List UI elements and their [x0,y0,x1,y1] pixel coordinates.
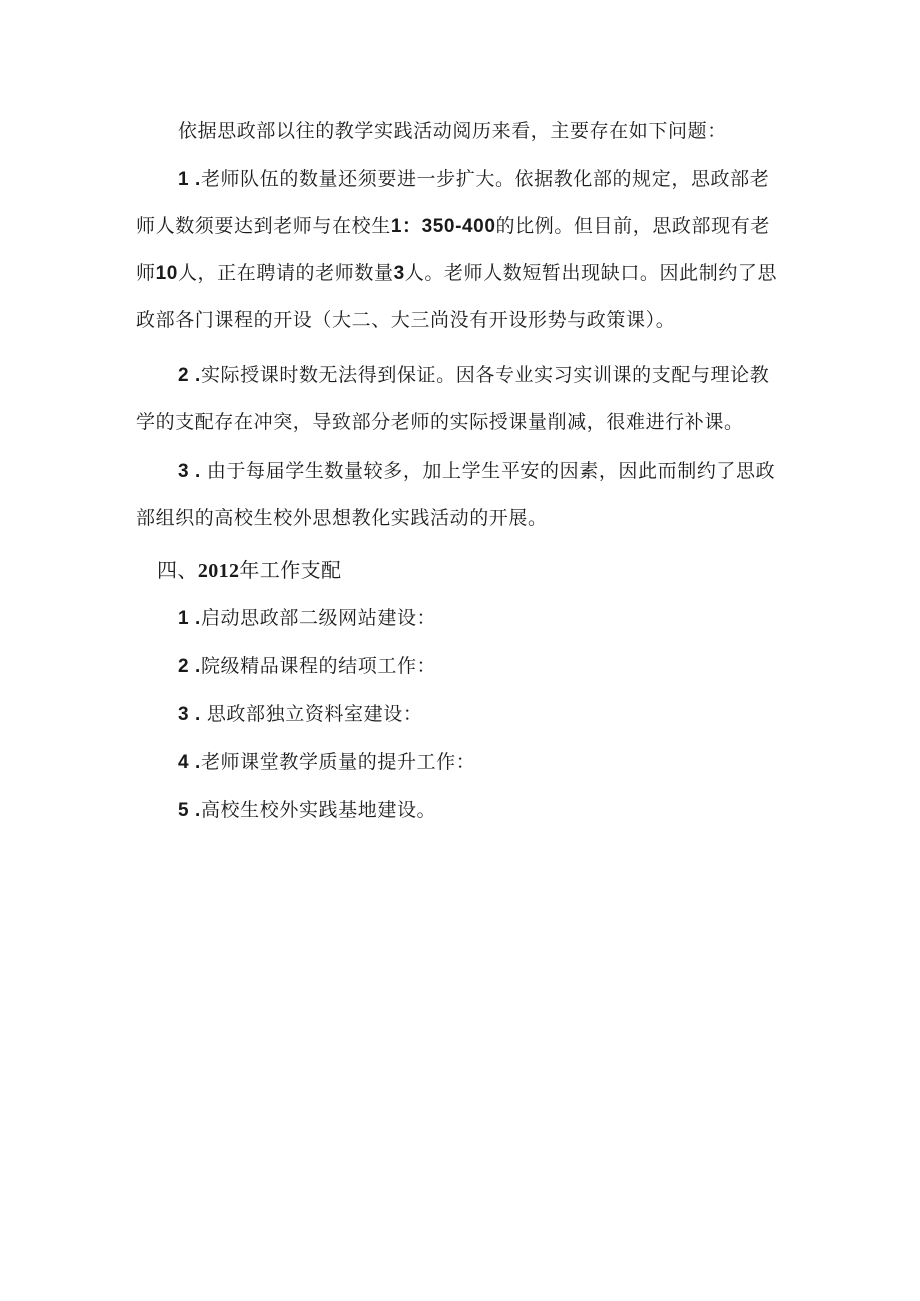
problem-3-number: 3 [178,461,190,482]
plan-4-number: 4 [178,752,190,773]
intro-paragraph [178,108,798,155]
problem-2-paragraph [136,352,786,446]
plan-3-separator: . [189,704,207,725]
problem-3-separator: . [189,461,207,482]
problem-3-text: 由于每届学生数量较多，加上学生平安的因素，因此而制约了思政部组织的高校生校外思想教化实践活动的开展。 [136,460,776,529]
problem-2-text: 实际授课时数无法得到保证。因各专业实习实训课的支配与理论教学的支配存在冲突，导致部分老师的实际授课量削减，很难进行补课。 [136,364,770,433]
plan-2-number: 2 [178,656,190,677]
section-4-year: 2012 [197,560,240,582]
problem-1-text-a: 老师队伍的数量还须要进一步扩大。依据教化部的规定，思政部老师人数须要达到老师与在校生 [136,168,770,237]
problem-1-number: 1 [178,169,190,190]
plan-3-number: 3 [178,704,190,725]
plan-5-separator: . [189,800,201,821]
plan-1-number: 1 [178,608,190,629]
problem-1-text-c: 人，正在聘请的老师数量 [177,262,394,284]
problem-1-paragraph [136,156,786,344]
problem-1-teacher-count: 10 [155,263,178,284]
plan-item-4 [178,747,475,774]
problem-2-separator: . [189,365,201,386]
problem-1-text-b: 的比例。但目前，思政部现有老师 [136,215,770,284]
problem-1-separator: . [189,169,201,190]
plan-2-text: 院级精品课程的结项工作： [200,655,437,677]
problem-3-paragraph [136,448,786,542]
section-4-prefix: 四、 [157,558,198,582]
section-4-title: 年工作支配 [239,558,342,582]
plan-item-3 [178,699,422,726]
plan-3-text: 思政部独立资料室建设： [206,703,423,725]
problem-1-ratio: 1：350-400 [390,216,496,237]
problem-2-number: 2 [178,365,190,386]
plan-item-1 [178,603,436,630]
plan-1-separator: . [189,608,201,629]
plan-5-text: 高校生校外实践基地建设。 [200,799,437,821]
problem-1-text-d: 人。老师人数短暂出现缺口。因此制约了思政部各门课程的开设（大二、大三尚没有开设形势与政策课）。 [136,262,778,331]
plan-4-separator: . [189,752,201,773]
intro-text: 依据思政部以往的教学实践活动阅历来看，主要存在如下问题： [178,120,727,142]
plan-item-2 [178,651,436,678]
problem-1-hiring-count: 3 [393,263,405,284]
plan-item-5 [178,795,436,822]
plan-4-text: 老师课堂教学质量的提升工作： [200,751,476,773]
plan-5-number: 5 [178,800,190,821]
section-4-heading [157,554,341,583]
plan-1-text: 启动思政部二级网站建设： [200,607,437,629]
plan-2-separator: . [189,656,201,677]
